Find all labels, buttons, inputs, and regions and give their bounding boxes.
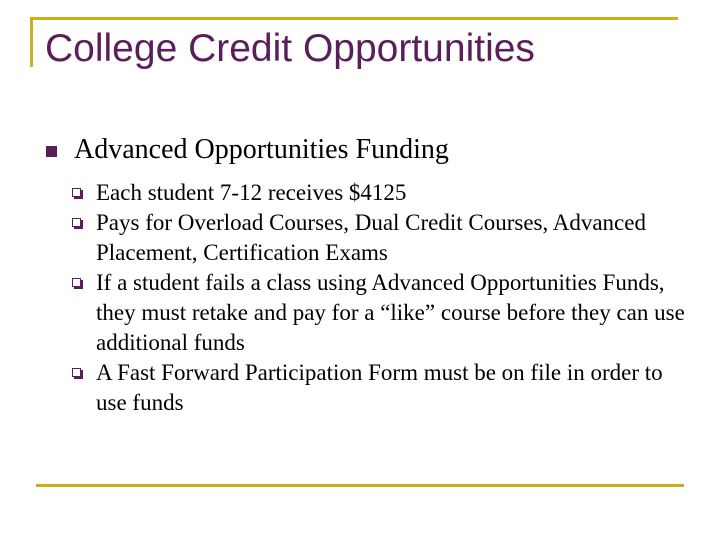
subbullet-item (72, 178, 692, 208)
top-rule (30, 17, 678, 20)
hollow-square-icon (72, 278, 81, 287)
hollow-square-icon (72, 188, 81, 197)
subbullet-text: Each student 7-12 receives $4125 (96, 180, 407, 205)
bottom-rule (36, 484, 684, 487)
subbullet-item (72, 208, 692, 268)
subbullet-text: If a student fails a class using Advanced Opportunities Funds, they must retake and pay for a “like” course before they can use additional funds (96, 270, 685, 355)
subbullet-item (72, 268, 692, 358)
hollow-square-icon (72, 218, 81, 227)
subbullet-text: A Fast Forward Participation Form must be on file in order to use funds (96, 360, 663, 415)
bullet-text: Advanced Opportunities Funding (74, 134, 449, 165)
hollow-square-icon (72, 368, 81, 377)
subbullet-item (72, 358, 692, 418)
subbullet-text: Pays for Overload Courses, Dual Credit Courses, Advanced Placement, Certification Exams (96, 210, 646, 265)
subbullet-list (72, 178, 692, 418)
left-rule (30, 17, 33, 67)
slide-title: College Credit Opportunities (45, 27, 535, 70)
filled-square-icon (46, 146, 57, 157)
